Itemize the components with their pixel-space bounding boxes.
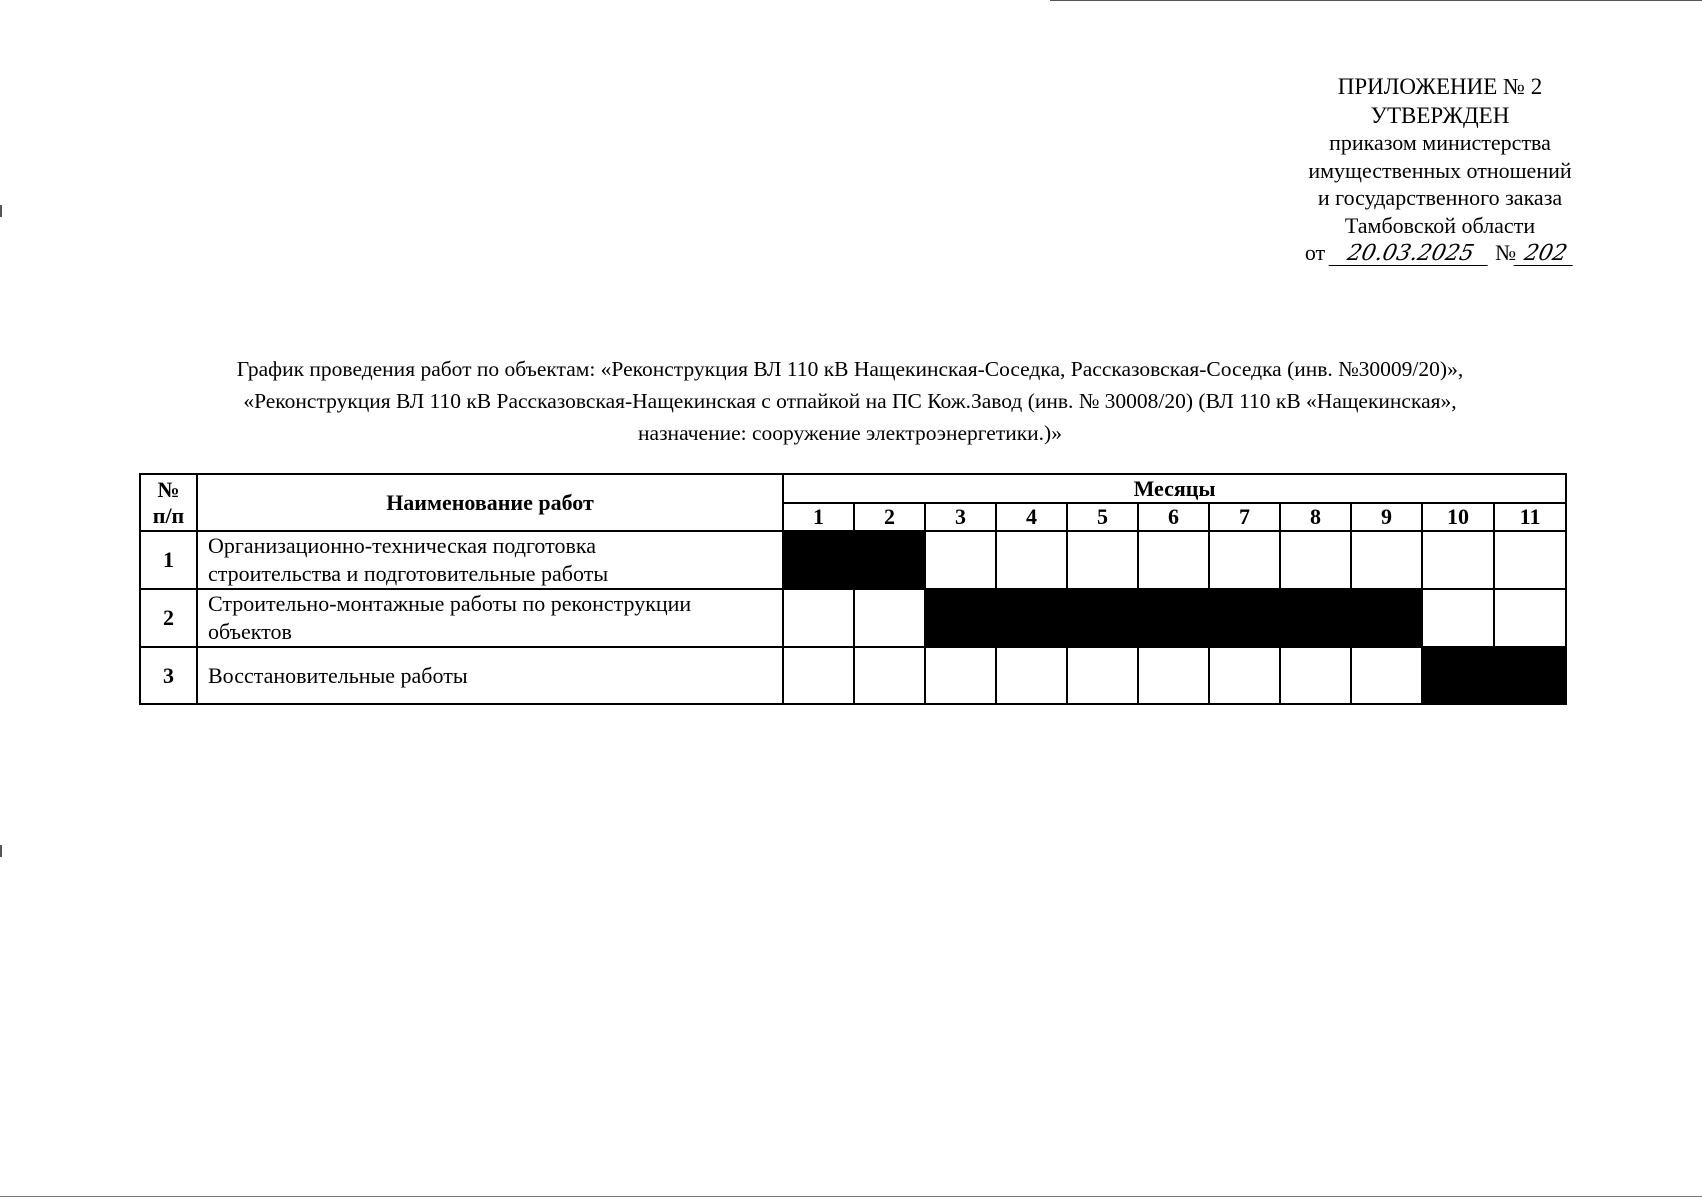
row-work-name xyxy=(197,647,783,704)
empty-cell-month-10 xyxy=(1422,589,1494,647)
approved-heading: УТВЕРЖДЕН xyxy=(1370,102,1510,128)
empty-cell-month-7 xyxy=(1209,531,1280,589)
empty-cell-month-3 xyxy=(925,647,996,704)
empty-cell-month-1 xyxy=(783,647,854,704)
empty-cell-month-4 xyxy=(996,531,1067,589)
header-work-name: Наименование работ xyxy=(197,474,783,531)
scheduled-cell-month-4 xyxy=(996,589,1067,647)
scheduled-cell-month-3 xyxy=(925,589,996,647)
month-header-10: 10 xyxy=(1422,503,1494,531)
number-sign: № xyxy=(1495,240,1517,265)
month-header-6: 6 xyxy=(1138,503,1209,531)
month-header-8: 8 xyxy=(1280,503,1351,531)
empty-cell-month-3 xyxy=(925,531,996,589)
schedule-body xyxy=(140,531,1566,704)
scheduled-cell-month-1 xyxy=(783,531,854,589)
scan-edge-mark xyxy=(0,845,2,857)
scan-edge-top xyxy=(1050,0,1702,1)
table-row xyxy=(140,647,1566,704)
empty-cell-month-6 xyxy=(1138,531,1209,589)
scan-edge-bottom xyxy=(0,1196,1702,1197)
empty-cell-month-9 xyxy=(1351,647,1422,704)
header-number xyxy=(140,474,197,531)
empty-cell-month-4 xyxy=(996,647,1067,704)
empty-cell-month-10 xyxy=(1422,531,1494,589)
scheduled-cell-month-6 xyxy=(1138,589,1209,647)
table-row xyxy=(140,589,1566,647)
empty-cell-month-5 xyxy=(1067,531,1138,589)
approval-line: Тамбовской области xyxy=(1344,212,1536,238)
work-name-line: Организационно-техническая подготовка xyxy=(208,533,596,558)
handwritten-date: 20.03.2025 xyxy=(1328,243,1492,266)
scheduled-cell-month-7 xyxy=(1209,589,1280,647)
header-number-line2: п/п xyxy=(152,502,185,528)
work-name-line: Строительно-монтажные работы по реконструкции xyxy=(208,591,692,616)
appendix-heading: ПРИЛОЖЕНИЕ № 2 xyxy=(1337,74,1543,99)
scheduled-cell-month-10 xyxy=(1422,647,1494,704)
schedule-title xyxy=(100,353,1600,449)
scheduled-cell-month-9 xyxy=(1351,589,1422,647)
empty-cell-month-11 xyxy=(1494,589,1566,647)
row-number: 3 xyxy=(140,647,197,704)
title-line: «Реконструкция ВЛ 110 кВ Рассказовская-Нащекинская с отпайкой на ПС Кож.Завод (инв. № 30008/20) (ВЛ 110 кВ «Нащекинская», xyxy=(243,389,1457,413)
empty-cell-month-8 xyxy=(1280,647,1351,704)
month-header-4: 4 xyxy=(996,503,1067,531)
scheduled-cell-month-5 xyxy=(1067,589,1138,647)
month-header-2: 2 xyxy=(854,503,925,531)
empty-cell-month-7 xyxy=(1209,647,1280,704)
month-header-9: 9 xyxy=(1351,503,1422,531)
empty-cell-month-1 xyxy=(783,589,854,647)
title-line: График проведения работ по объектам: «Реконструкция ВЛ 110 кВ Нащекинская-Соседка, Рассказовская-Соседка (инв. №30009/20)», xyxy=(236,357,1464,381)
month-header-11: 11 xyxy=(1494,503,1566,531)
row-number: 1 xyxy=(140,531,197,589)
empty-cell-month-8 xyxy=(1280,531,1351,589)
month-header-3: 3 xyxy=(925,503,996,531)
empty-cell-month-2 xyxy=(854,589,925,647)
approval-line: и государственного заказа xyxy=(1317,185,1563,210)
empty-cell-month-5 xyxy=(1067,647,1138,704)
approval-line: приказом министерства xyxy=(1329,130,1551,155)
title-line: назначение: сооружение электроэнергетики.)» xyxy=(638,421,1062,445)
empty-cell-month-6 xyxy=(1138,647,1209,704)
handwritten-number: 202 xyxy=(1514,243,1578,266)
month-header-7: 7 xyxy=(1209,503,1280,531)
scan-edge-mark xyxy=(0,205,2,217)
empty-cell-month-2 xyxy=(854,647,925,704)
month-header-1: 1 xyxy=(783,503,854,531)
table-row xyxy=(140,531,1566,589)
approval-line: имущественных отношений xyxy=(1308,157,1572,183)
row-work-name xyxy=(197,589,783,647)
schedule-table xyxy=(139,473,1567,705)
header-number-line1: № xyxy=(157,476,180,502)
work-name-line: строительства и подготовительные работы xyxy=(208,561,609,586)
work-name-line: Восстановительные работы xyxy=(208,662,468,688)
approval-block xyxy=(1230,73,1650,267)
row-work-name xyxy=(197,531,783,589)
month-header-5: 5 xyxy=(1067,503,1138,531)
scheduled-cell-month-8 xyxy=(1280,589,1351,647)
scheduled-cell-month-11 xyxy=(1494,647,1566,704)
order-date-line xyxy=(1230,239,1650,267)
date-prefix: от xyxy=(1304,240,1326,265)
row-number: 2 xyxy=(140,589,197,647)
header-months: Месяцы xyxy=(783,474,1566,503)
empty-cell-month-11 xyxy=(1494,531,1566,589)
scheduled-cell-month-2 xyxy=(854,531,925,589)
empty-cell-month-9 xyxy=(1351,531,1422,589)
work-name-line: объектов xyxy=(208,619,292,644)
